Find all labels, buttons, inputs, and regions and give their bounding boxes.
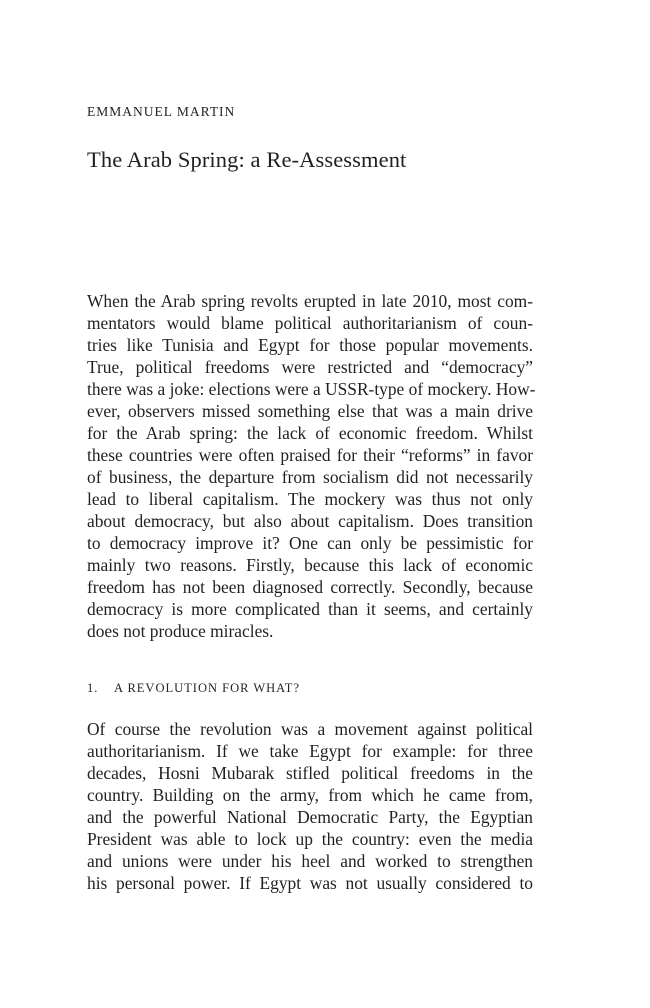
abstract-line: mainly two reasons. Firstly, because this lack of economic <box>87 555 533 575</box>
body-line: and the powerful National Democratic Party, the Egyptian <box>87 807 533 827</box>
body-line: country. Building on the army, from which he came from, <box>87 785 533 805</box>
abstract-line: does not produce miracles. <box>87 621 274 641</box>
abstract-line: about democracy, but also about capitalism. Does transition <box>87 511 533 531</box>
abstract <box>87 290 536 642</box>
author-name: EMMANUEL MARTIN <box>87 104 236 119</box>
abstract-line: When the Arab spring revolts erupted in late 2010, most com- <box>87 291 533 311</box>
abstract-line: lead to liberal capitalism. The mockery was thus not only <box>87 489 533 509</box>
section-heading <box>87 680 300 696</box>
abstract-line: freedom has not been diagnosed correctly. Secondly, because <box>87 577 533 597</box>
body-line: President was able to lock up the country: even the media <box>87 829 533 849</box>
body-paragraph <box>87 718 533 894</box>
article-title: The Arab Spring: a Re-Assessment <box>87 147 407 172</box>
body-line: his personal power. If Egypt was not usually considered to <box>87 873 533 893</box>
body-line: authoritarianism. If we take Egypt for example: for three <box>87 741 533 761</box>
abstract-line: of business, the departure from socialism did not necessarily <box>87 467 533 487</box>
abstract-line: ever, observers missed something else that was a main drive <box>87 401 533 421</box>
section-title: A REVOLUTION FOR WHAT? <box>114 681 300 695</box>
section-number: 1. <box>87 681 99 695</box>
abstract-line: there was a joke: elections were a USSR-type of mockery. How- <box>87 379 536 399</box>
body-line: and unions were under his heel and worked to strengthen <box>87 851 533 871</box>
abstract-line: for the Arab spring: the lack of economic freedom. Whilst <box>87 423 533 443</box>
body-line: decades, Hosni Mubarak stifled political freedoms in the <box>87 763 533 783</box>
abstract-line: democracy is more complicated than it seems, and certainly <box>87 599 533 619</box>
body-line: Of course the revolution was a movement against political <box>87 719 533 739</box>
abstract-line: to democracy improve it? One can only be pessimistic for <box>87 533 533 553</box>
abstract-line: tries like Tunisia and Egypt for those popular movements. <box>87 335 533 355</box>
abstract-line: mentators would blame political authoritarianism of coun- <box>87 313 533 333</box>
abstract-line: these countries were often praised for their “reforms” in favor <box>87 445 533 465</box>
abstract-line: True, political freedoms were restricted and “democracy” <box>87 357 533 377</box>
